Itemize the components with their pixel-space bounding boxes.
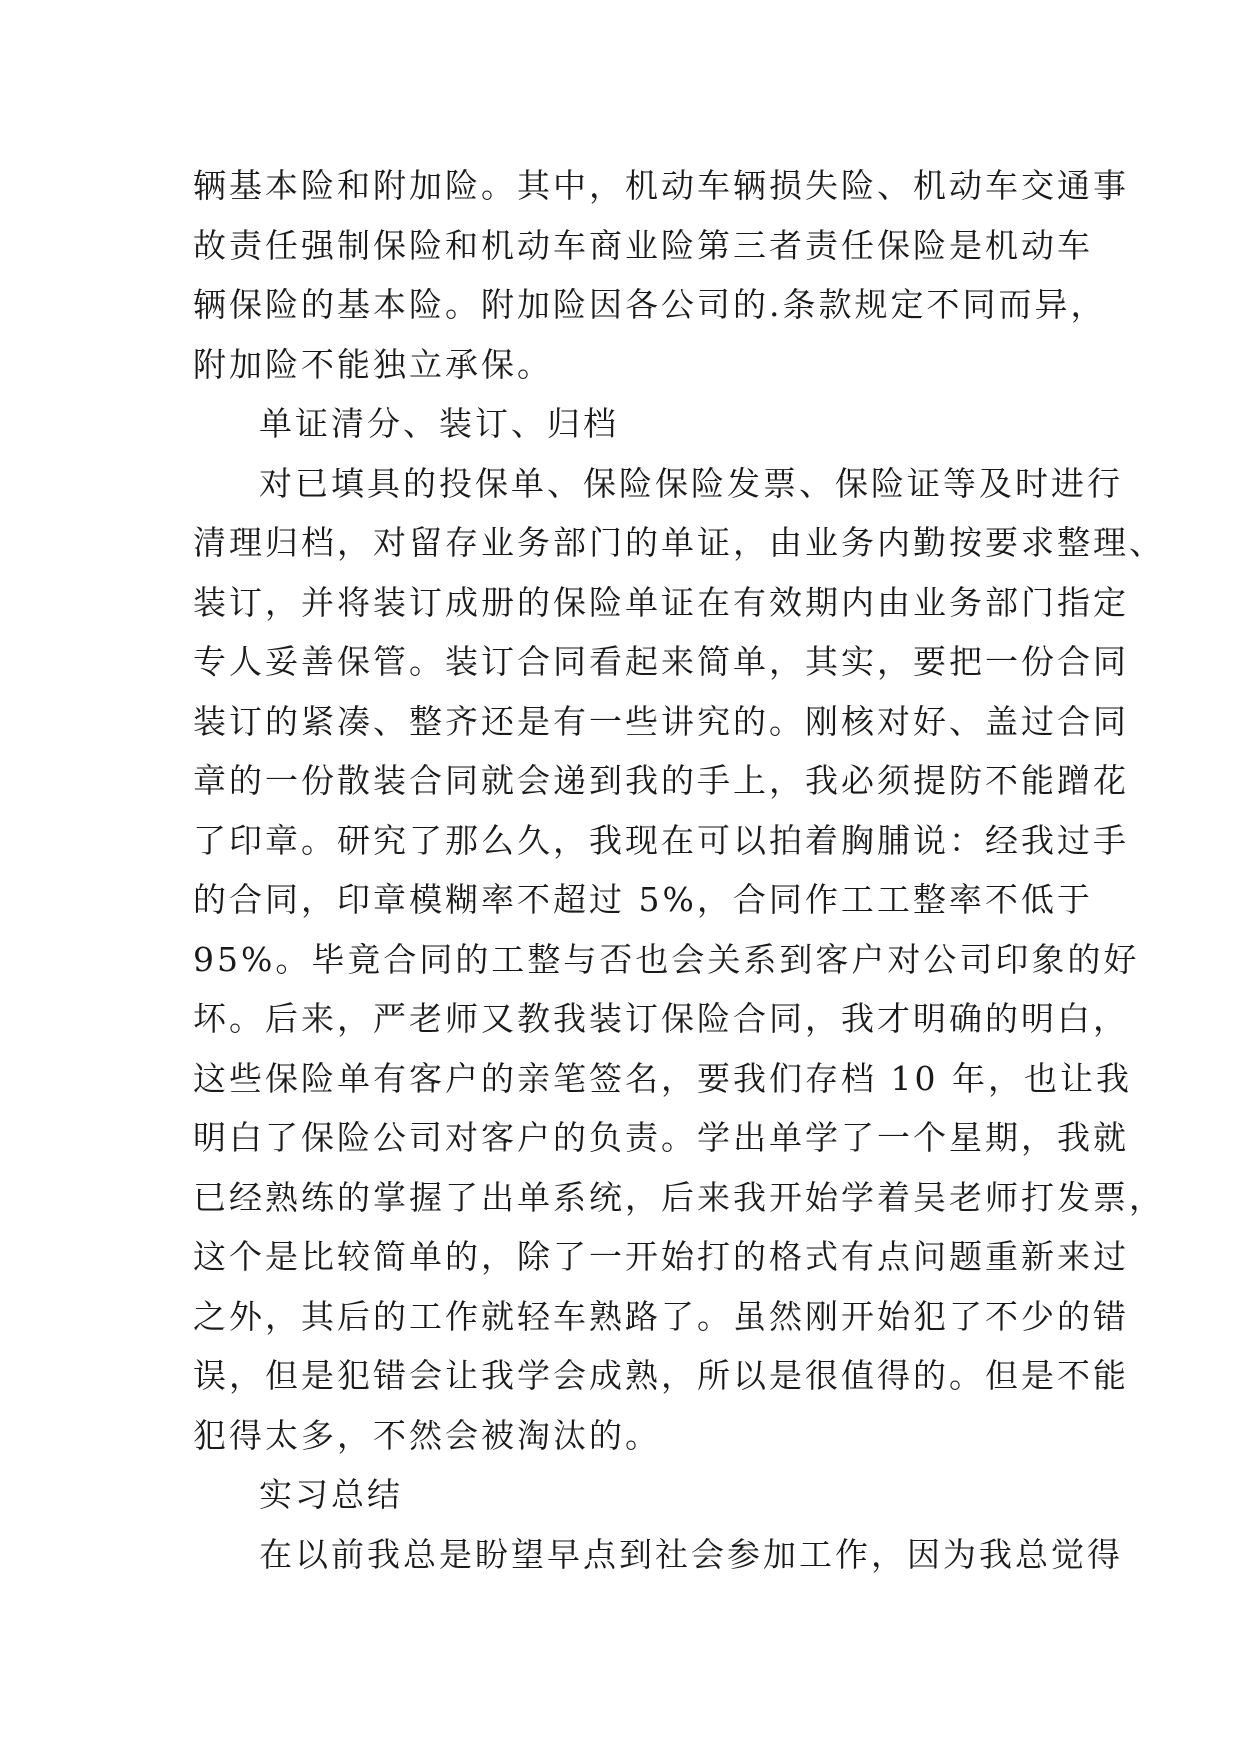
paragraph-2-line-4: 专人妥善保管。装订合同看起来简单，其实，要把一份合同 <box>193 642 1129 681</box>
paragraph-2-line-2: 清理归档，对留存业务部门的单证，由业务内勤按要求整理、 <box>193 523 1165 562</box>
paragraph-1-line-3: 辆保险的基本险。附加险因各公司的.条款规定不同而异， <box>193 285 1107 324</box>
paragraph-2-line-3: 装订，并将装订成册的保险单证在有效期内由业务部门指定 <box>193 582 1129 622</box>
paragraph-1-line-1: 辆基本险和附加险。其中，机动车辆损失险、机动车交通事 <box>193 166 1129 205</box>
paragraph-2-line-11: 这些保险单有客户的亲笔签名，要我们存档 10 年，也让我 <box>193 1058 1132 1098</box>
paragraph-2-line-13: 已经熟练的掌握了出单系统，后来我开始学着吴老师打发票， <box>193 1177 1165 1217</box>
paragraph-2-line-1: 对已填具的投保单、保险保险发票、保险证等及时进行 <box>259 463 1123 503</box>
paragraph-2-line-14: 这个是比较简单的，除了一开始打的格式有点问题重新来过 <box>193 1237 1129 1276</box>
paragraph-1-line-4: 附加险不能独立承保。 <box>193 344 553 384</box>
paragraph-2-line-15: 之外，其后的工作就轻车熟路了。虽然刚开始犯了不少的错 <box>193 1296 1129 1336</box>
section-heading-archiving: 单证清分、装订、归档 <box>259 404 619 443</box>
section-heading-summary: 实习总结 <box>259 1475 403 1514</box>
paragraph-2-line-7: 了印章。研究了那么久，我现在可以拍着胸脯说：经我过手 <box>193 820 1129 860</box>
paragraph-2-line-17: 犯得太多，不然会被淘汰的。 <box>193 1415 661 1455</box>
paragraph-1-line-2: 故责任强制保险和机动车商业险第三者责任保险是机动车 <box>193 225 1093 265</box>
paragraph-2-line-12: 明白了保险公司对客户的负责。学出单学了一个星期，我就 <box>193 1118 1129 1157</box>
paragraph-2-line-9: 95%。毕竟合同的工整与否也会关系到客户对公司印象的好 <box>193 939 1140 979</box>
document-body <box>193 156 1165 1584</box>
paragraph-2-line-10: 坏。后来，严老师又教我装订保险合同，我才明确的明白， <box>193 999 1129 1038</box>
paragraph-2-line-8: 的合同，印章模糊率不超过 5%，合同作工工整率不低于 <box>193 880 1093 919</box>
paragraph-3-line-1: 在以前我总是盼望早点到社会参加工作，因为我总觉得 <box>259 1534 1123 1574</box>
paragraph-2-line-5: 装订的紧凑、整齐还是有一些讲究的。刚核对好、盖过合同 <box>193 701 1129 741</box>
paragraph-2-line-6: 章的一份散装合同就会递到我的手上，我必须提防不能蹭花 <box>193 761 1129 800</box>
paragraph-2-line-16: 误，但是犯错会让我学会成熟，所以是很值得的。但是不能 <box>193 1356 1129 1395</box>
